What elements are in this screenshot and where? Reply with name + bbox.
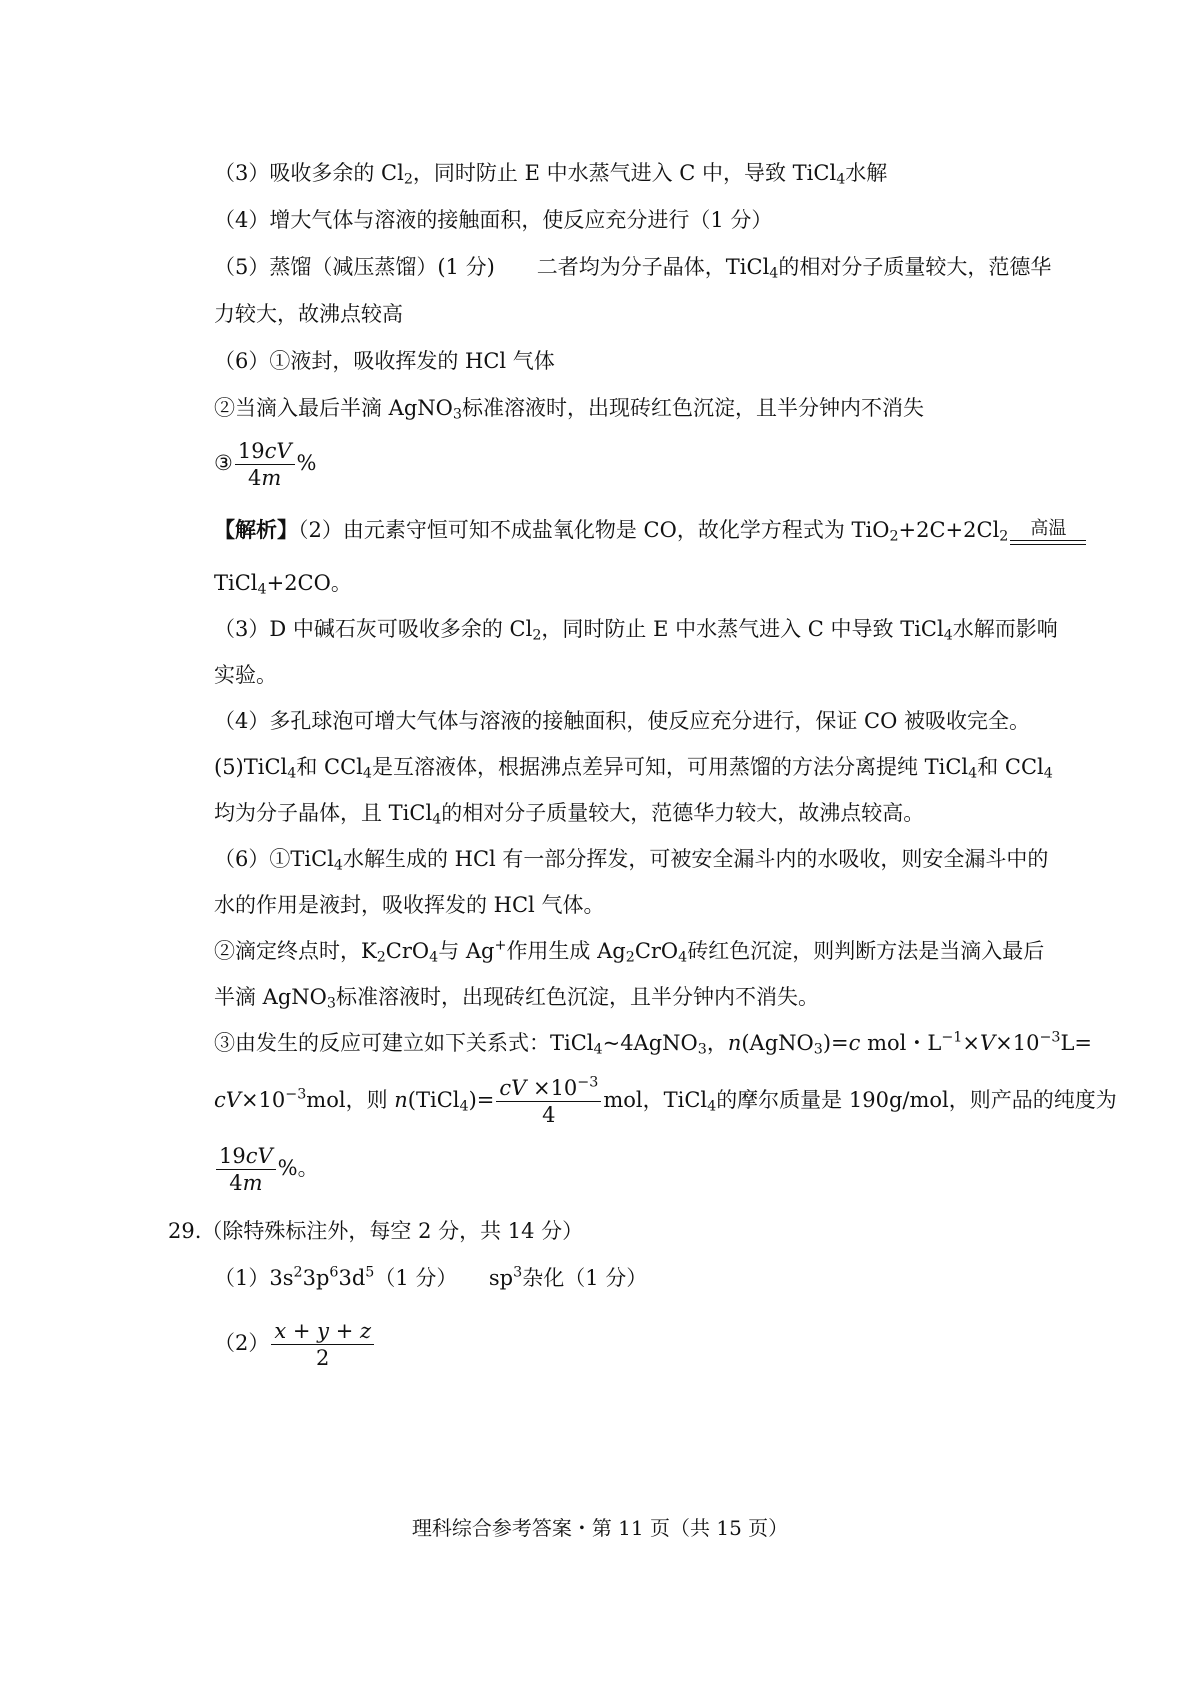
analysis-tag: 【解析】 [214, 517, 298, 542]
q29-answer-1: $(1)3s^23p^63d^5(1$ 分） $sp^3$杂化（1 分） [214, 1264, 648, 1290]
purity-fraction: $\frac{19cV}{4m}$ [235, 438, 295, 491]
analysis-5-cont: 均为分子晶体，且 TiCl$_4$的相对分子质量较大，范德华力较大，故沸点较高。 [214, 801, 925, 828]
q28-answer-6-3: ③ $\frac{19cV}{4m}$ % [214, 439, 317, 490]
purity-fraction-2: $\frac{19cV}{4m}$ [216, 1143, 276, 1196]
page-footer: 理科综合参考答案・第 11 页（共 15 页） [411, 1516, 789, 1540]
q28-answer-4: （4）增大气体与溶液的接触面积，使反应充分进行（1 分） [214, 208, 773, 232]
analysis-2: 【解析】（2）由元素守恒可知不成盐氧化物是 CO，故化学方程式为 $TiO_2+2C+2Cl_2$ 高温 [214, 515, 1088, 545]
analysis-3-cont: 实验。 [214, 663, 277, 687]
xyz-fraction: $\frac{x + y + z}{2}$ [271, 1318, 374, 1371]
analysis-6-1-cont: 水的作用是液封，吸收挥发的 HCl 气体。 [214, 893, 605, 917]
moles-fraction: $\frac{cV \times 10^{-3}}{4}$ [496, 1075, 601, 1128]
q28-answer-3: （3）吸收多余的 $Cl_2$，同时防止 E 中水蒸气进入 C 中，导致 TiCl$_4$水解 [214, 161, 888, 188]
analysis-2-cont: TiCl$_4$+2CO。 [214, 571, 352, 598]
q28-answer-6-1: （6）①液封，吸收挥发的 HCl 气体 [214, 349, 555, 373]
analysis-3: （3）D 中碱石灰可吸收多余的 $Cl_2$，同时防止 E 中水蒸气进入 C 中导致 TiCl$_4$水解而影响 [214, 617, 1058, 644]
analysis-6-2: ②滴定终点时，$K_2CrO_4$与 Ag+作用生成 $Ag_2CrO_4$砖红色沉淀，则判断方法是当滴入最后 [214, 937, 1045, 966]
q28-answer-5-cont: 力较大，故沸点较高 [214, 302, 403, 326]
analysis-6-3-cont: $cV\times 10^{-3}mol$，则 n(TiCl$_4$)= $\frac{cV \times 10^{-3}}{4}$ mol，TiCl$_4$的摩尔质量是 190g/mol，则产品的纯度为 [214, 1074, 1117, 1127]
analysis-6-3: ③由发生的反应可建立如下关系式：TiCl$_4$~4AgNO$_3$，n(AgNO$_3$)=c mol・$L^{-1}\times V\times 10^{-3}L=$ [214, 1029, 1093, 1058]
analysis-4: （4）多孔球泡可增大气体与溶液的接触面积，使反应充分进行，保证 CO 被吸收完全。 [214, 709, 1030, 733]
analysis-5: (5)TiCl$_4$和 CCl$_4$是互溶液体，根据沸点差异可知，可用蒸馏的方法分离提纯 TiCl$_4$和 CCl$_4$ [214, 755, 1053, 782]
q28-answer-6-2: ②当滴入最后半滴 AgNO$_3$标准溶液时，出现砖红色沉淀，且半分钟内不消失 [214, 396, 924, 423]
q28-answer-5: （5）蒸馏（减压蒸馏）(1 分) 二者均为分子晶体，TiCl$_4$的相对分子质量较大，范德华 [214, 255, 1052, 282]
reaction-condition-arrow: 高温 [1010, 518, 1086, 545]
analysis-6-3-result: $\frac{19cV}{4m}$ %。 [214, 1143, 319, 1196]
q29-title: 29.（除特殊标注外，每空 2 分，共 14 分） [168, 1219, 584, 1243]
q29-answer-2: （2） $\frac{x + y + z}{2}$ [214, 1318, 376, 1371]
analysis-6-2-cont: 半滴 AgNO$_3$标准溶液时，出现砖红色沉淀，且半分钟内不消失。 [214, 985, 819, 1012]
analysis-6-1: （6）①TiCl$_4$水解生成的 HCl 有一部分挥发，可被安全漏斗内的水吸收，则安全漏斗中的 [214, 847, 1049, 874]
